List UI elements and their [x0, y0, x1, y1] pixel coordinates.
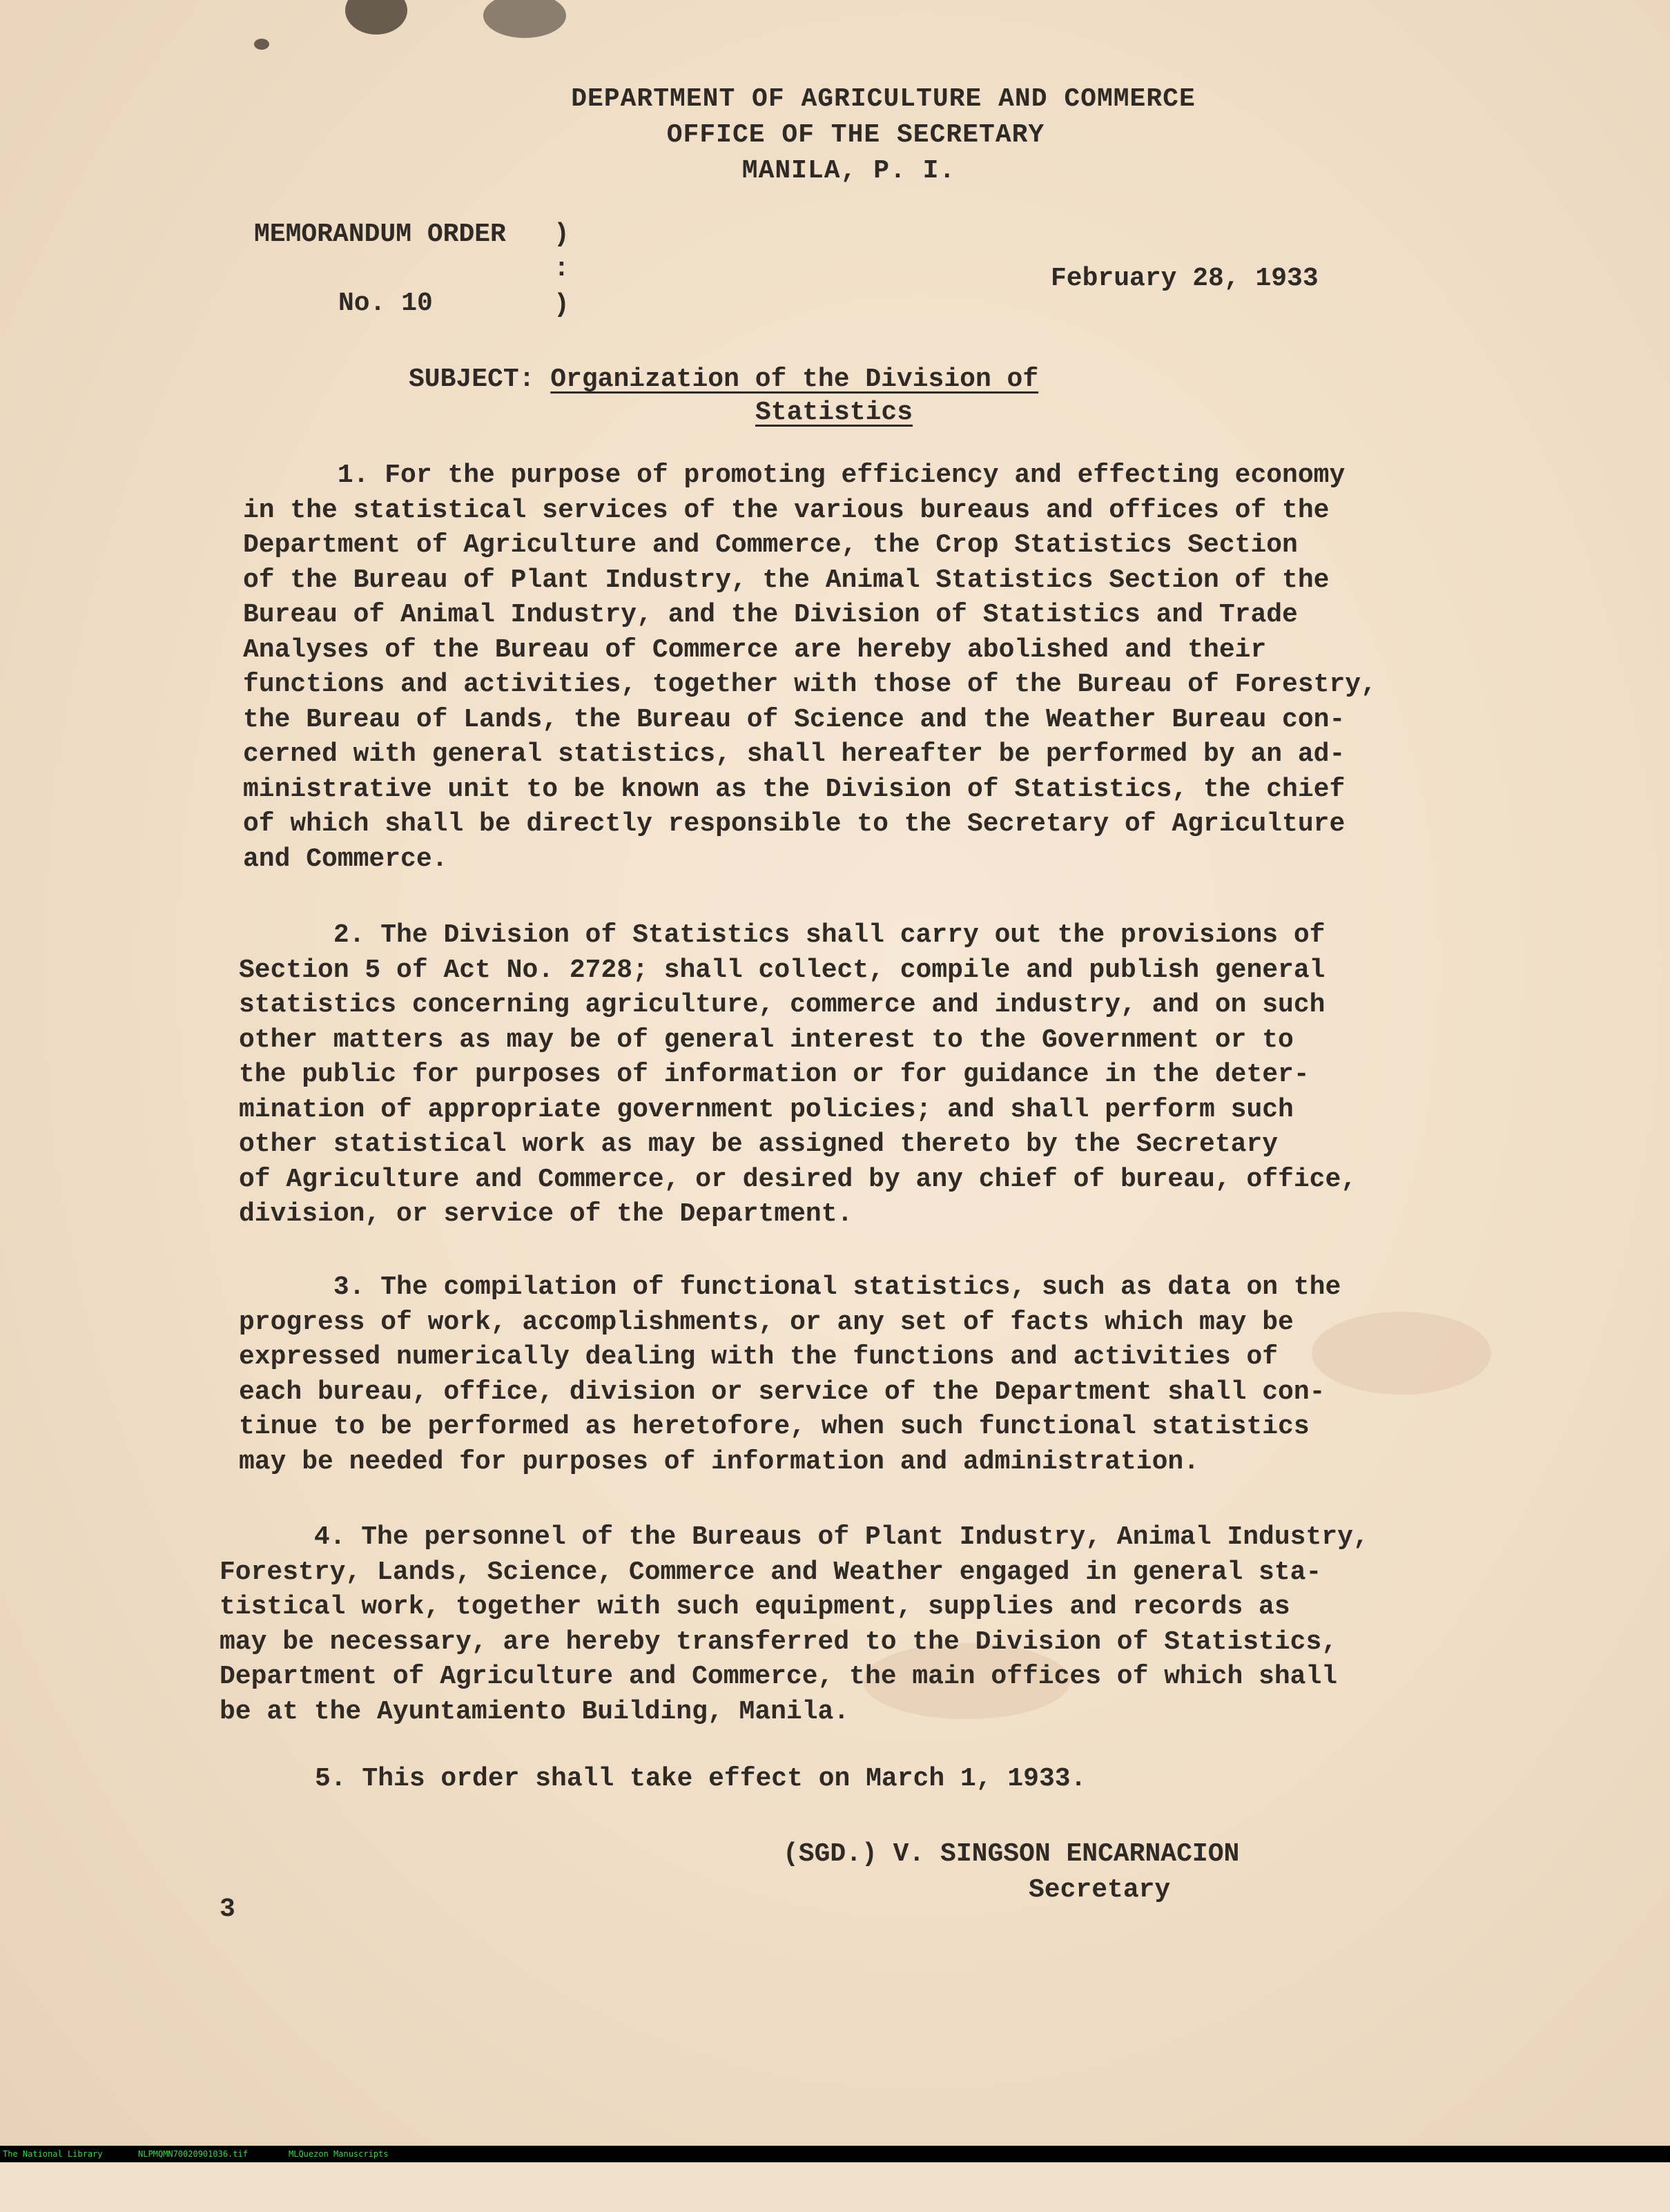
archive-footer — [0, 2146, 1670, 2162]
colon-mark: : — [554, 254, 570, 284]
header-department: DEPARTMENT OF AGRICULTURE AND COMMERCE — [571, 84, 1196, 114]
subject-line — [409, 365, 1038, 394]
memo-order-label: MEMORANDUM ORDER — [254, 220, 506, 249]
header-location: MANILA, P. I. — [741, 156, 956, 186]
page-number: 3 — [220, 1894, 235, 1924]
paragraph-3: 3. The compilation of functional statistics, such as data on the progress of work, accomplishments, or any set of facts which may be expressed numerically dealing with the functions and activities of each bureau, office, division or service of the Department shall con- tinue to be performed as heretofore, when such functional statistics may be needed for purposes of information and administration. — [239, 1272, 1341, 1477]
ink-stain — [254, 39, 269, 50]
ink-stain — [483, 0, 566, 38]
subject-title-continued: Statistics — [755, 398, 913, 427]
paragraph-5: 5. This order shall take effect on March 1, 1933. — [315, 1764, 1087, 1794]
bracket: ) — [554, 220, 570, 249]
footer-source: The National Library — [3, 2149, 103, 2159]
subject-title: Organization of the Division of — [550, 365, 1039, 394]
subject-label: SUBJECT: — [409, 365, 535, 394]
paragraph-4: 4. The personnel of the Bureaus of Plant Industry, Animal Industry, Forestry, Lands, Science, Commerce and Weather engaged in general sta- tistical work, together with such equipment, supplies and records as may be necessary, are hereby transferred to the Division of Statistics, Department of Agriculture and Commerce, the main offices of which shall be at the Ayuntamiento Building, Manila. — [220, 1522, 1369, 1727]
memo-date: February 28, 1933 — [1051, 264, 1319, 293]
paragraph-2: 2. The Division of Statistics shall carry out the provisions of Section 5 of Act No. 2728; shall collect, compile and publish general statistics concerning agriculture, commerce and industry, and on such other matters as may be of general interest to the Government or to the public for purposes of information or for guidance in the deter- mination of appropriate government policies; and shall perform such other statistical work as may be assigned thereto by the Secretary of Agriculture and Commerce, or desired by any chief of bureau, office, division, or service of the Department. — [239, 920, 1357, 1229]
footer-file: NLPMQMN70020901036.tif — [138, 2149, 248, 2159]
memo-order-number: No. 10 — [338, 289, 433, 318]
ink-stain — [345, 0, 407, 35]
paragraph-1: 1. For the purpose of promoting efficiency and effecting economy in the statistical services of the various bureaus and offices of the Department of Agriculture and Commerce, the Crop Statistics Section of the Bureau of Plant Industry, the Animal Statistics Section of the Bureau of Animal Industry, and the Division of Statistics and Trade Analyses of the Bureau of Commerce are hereby abolished and their functions and activities, together with those of the Bureau of Forestry, the Bureau of Lands, the Bureau of Science and the Weather Bureau con- cerned with general statistics, shall hereafter be performed by an ad- ministrative unit to be known as the Division of Statistics, the chief of which shall be directly responsible to the Secretary of Agriculture and Commerce. — [243, 460, 1377, 874]
bracket: ) — [554, 290, 570, 320]
signatory-title: Secretary — [1029, 1875, 1171, 1905]
header-office: OFFICE OF THE SECRETARY — [666, 120, 1045, 150]
signatory-name: (SGD.) V. SINGSON ENCARNACION — [783, 1839, 1240, 1869]
footer-collection: MLQuezon Manuscripts — [289, 2149, 389, 2159]
